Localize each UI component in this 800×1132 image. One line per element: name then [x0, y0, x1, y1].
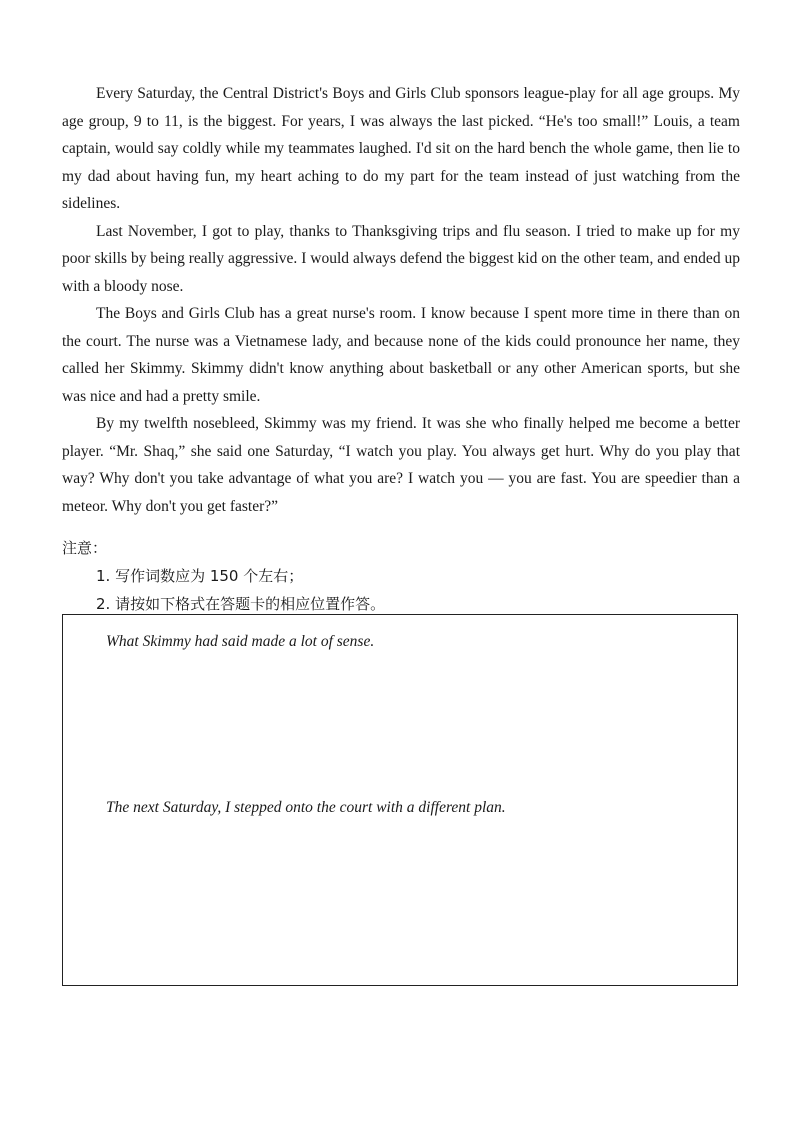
- continuation-prompt-2: The next Saturday, I stepped onto the court with a different plan.: [106, 799, 506, 816]
- writing-notes: [62, 534, 740, 618]
- note-item-format: 2. 请按如下格式在答题卡的相应位置作答。: [96, 595, 386, 613]
- passage-paragraph-1: Every Saturday, the Central District's Boys and Girls Club sponsors league-play for all age groups. My age group, 9 to 11, is the biggest. For years, I was always the last picked. “He's too small!” Louis, a team captain, would say coldly while my teammates laughed. I'd sit on the hard bench the whole game, then lie to my dad about having fun, my heart aching to do my part for the team instead of just watching from the sidelines.: [62, 85, 740, 212]
- notes-list: [62, 562, 740, 618]
- passage-paragraph-2: Last November, I got to play, thanks to Thanksgiving trips and flu season. I tried to make up for my poor skills by being really aggressive. I would always defend the biggest kid on the other team, and ended up with a bloody nose.: [62, 222, 740, 295]
- answer-box[interactable]: [62, 614, 738, 986]
- continuation-prompt-1: What Skimmy had said made a lot of sense.: [106, 633, 375, 650]
- reading-passage: [62, 80, 740, 520]
- passage-paragraph-3: The Boys and Girls Club has a great nurse's room. I know because I spent more time in there than on the court. The nurse was a Vietnamese lady, and because none of the kids could pronounce her name, they called her Skimmy. Skimmy didn't know anything about basketball or any other American sports, but she was nice and had a pretty smile.: [62, 305, 740, 405]
- note-item-word-count: 1. 写作词数应为 150 个左右；: [96, 567, 304, 585]
- passage-paragraph-4: By my twelfth nosebleed, Skimmy was my friend. It was she who finally helped me become a better player. “Mr. Shaq,” she said one Saturday, “I watch you play. You always get hurt. Why do you play that way? Why don't you take advantage of what you are? I watch you — you are fast. You are speedier than a meteor. Why don't you get faster?”: [62, 415, 740, 515]
- notes-title: 注意：: [62, 539, 108, 557]
